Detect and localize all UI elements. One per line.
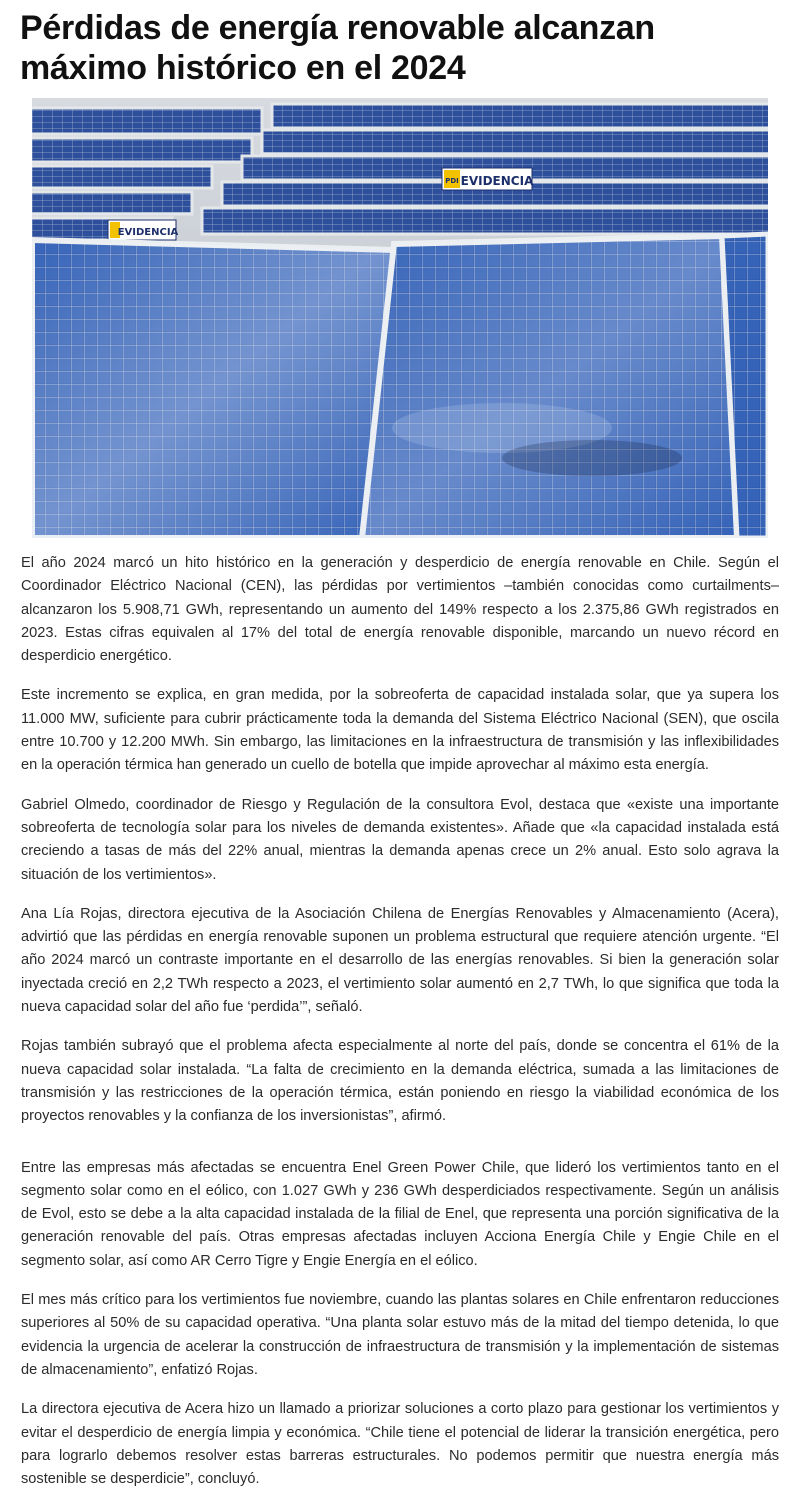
paragraph: Este incremento se explica, en gran medida, por la sobreoferta de capacidad instalada solar, que ya supera los 11.000 MW, suficiente para cubrir prácticamente toda la demanda del Sistema Eléctrico Nacional (SEN), que oscila entre 10.700 y 12.200 MWh. Sin embargo, las limitaciones en la infraestructura de transmisión y las inflexibilidades en la operación térmica han generado un cuello de botella que impide aprovechar al máximo esta energía. [21, 687, 779, 774]
paragraph: Gabriel Olmedo, coordinador de Riesgo y Regulación de la consultora Evol, destaca que «existe una importante sobreoferta de tecnología solar para los niveles de demanda existentes». Añade que «la capacidad instalada está creciendo a tasas de más del 22% anual, mientras la demanda apenas crece un 2% anual. Esto solo agrava la situación de los vertimientos». [21, 796, 779, 883]
paragraph: El mes más crítico para los vertimientos fue noviembre, cuando las plantas solares en Chile enfrentaron reducciones superiores al 50% de su capacidad operativa. “Una planta solar estuvo más de la mitad del tiempo detenida, lo que evidencia la urgencia de acelerar la construcción de infraestructura de transmisión y la implementación de sistemas de almacenamiento”, enfatizó Rojas. [21, 1292, 779, 1378]
paragraph: Entre las empresas más afectadas se encuentra Enel Green Power Chile, que lideró los vertimientos tanto en el segmento solar como en el eólico, con 1.027 GWh y 236 GWh desperdiciados respectivamente. Según un análisis de Evol, esto se debe a la alta capacidad instalada de la filial de Enel, que representa una porción significativa de la generación renovable del país. Otras empresas afectadas incluyen Acciona Energía Chile y Engie Chile en el segmento solar, así como AR Cerro Tigre y Engie Energía en el eólico. [21, 1159, 779, 1269]
evidence-text-right: EVIDENCIA [460, 174, 534, 188]
panel-front-left [32, 240, 394, 538]
paragraph: Rojas también subrayó que el problema afecta especialmente al norte del país, donde se concentra el 61% de la nueva capacidad solar instalada. “La falta de crecimiento en la demanda eléctrica, sumada a las limitaciones de transmisión y las restricciones de la operación térmica, están poniendo en riesgo la viabilidad económica de los proyectos renovables y la confianza de los inversionistas”, afirmó. [21, 1038, 779, 1125]
evidence-label-right [442, 168, 534, 190]
paragraph: El año 2024 marcó un hito histórico en la generación y desperdicio de energía renovable en Chile. Según el Coordinador Eléctrico Nacional (CEN), las pérdidas por vertimientos –también conocidas como curtailments– alcanzaron los 5.908,71 GWh, representando un aumento del 149% respecto a los 2.375,86 GWh registrados en 2023. Estas cifras equivalen al 17% del total de energía renovable disponible, marcando un nuevo récord en desperdicio energético. [21, 555, 779, 665]
article-title: Pérdidas de energía renovable alcanzan máximo histórico en el 2024 [20, 9, 655, 87]
evidence-label-left [108, 220, 179, 240]
paragraph: Ana Lía Rojas, directora ejecutiva de la Asociación Chilena de Energías Renovables y Almacenamiento (Acera), advirtió que las pérdidas en energía renovable suponen un problema estructural que requiere atención urgente. “El año 2024 marcó un contraste importante en el desarrollo de las energías renovables. Si bien la generación solar inyectada creció en 2,2 TWh respecto a 2023, el vertimiento solar aumentó en 2,7 TWh, lo que significa que toda la nueva capacidad solar del año fue ‘perdida’”, señaló. [21, 905, 779, 1016]
evidence-text-left: EVIDENCIA [117, 227, 179, 238]
solar-panels-photo [32, 98, 768, 538]
paragraph: La directora ejecutiva de Acera hizo un llamado a priorizar soluciones a corto plazo para gestionar los vertimientos y evitar el desperdicio de energía limpia y económica. “Chile tiene el potencial de liderar la transición energética, pero para lograrlo debemos resolver estas barreras estructurales. No podemos permitir que nuestra energía más sostenible se desperdicie”, concluyó. [21, 1401, 779, 1488]
pdi-badge: PDI [445, 177, 459, 185]
panel-front-right [362, 236, 737, 538]
article-body [21, 552, 779, 1507]
